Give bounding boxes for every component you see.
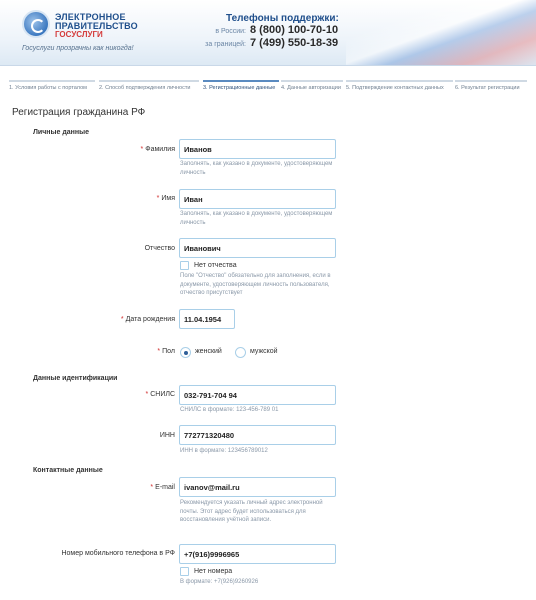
patronymic-hint: Поле "Отчество" обязательно для заполнения, если в документе, удостоверяющем личность пользователя, отчество присутствует [180, 273, 331, 296]
gender-female-radio[interactable] [180, 347, 191, 358]
name-input[interactable]: Иван [179, 189, 336, 209]
step-3: 3. Регистрационные данные [203, 80, 279, 94]
snils-hint: СНИЛС в формате: 123-456-789 01 [180, 407, 279, 413]
step-1: 1. Условия работы с порталом [9, 80, 95, 94]
required-mark: * [157, 348, 161, 355]
birthdate-input[interactable]: 11.04.1954 [179, 309, 235, 329]
section-contacts: Контактные данные [33, 467, 103, 474]
step-6: 6. Результат регистрации [455, 80, 527, 94]
flag-decoration [346, 0, 536, 66]
email-hint: Рекомендуется указать личный адрес электронной почты. Этот адрес будет использоваться для восстановления учётной записи. [180, 500, 323, 523]
name-label-text: Имя [161, 195, 175, 202]
phone-abroad-label: за границей: [205, 41, 246, 48]
step-2: 2. Способ подтверждения личности [99, 80, 199, 94]
logo-title-line1: ЭЛЕКТРОННОЕ [55, 12, 126, 22]
snils-label [0, 391, 175, 398]
email-input[interactable]: ivanov@mail.ru [179, 477, 336, 497]
phone-label: Номер мобильного телефона в РФ [61, 550, 175, 557]
birthdate-label-text: Дата рождения [125, 316, 175, 323]
logo-title-line2: ПРАВИТЕЛЬСТВО [55, 21, 138, 31]
name-hint: Заполнять, как указано в документе, удостоверяющем личность [180, 211, 333, 226]
gender-label-text: Пол [162, 348, 175, 355]
snils-input[interactable]: 032-791-704 94 [179, 385, 336, 405]
section-personal: Личные данные [33, 129, 89, 136]
inn-input[interactable]: 772771320480 [179, 425, 336, 445]
support-title: Телефоны поддержки: [226, 13, 339, 24]
required-mark: * [120, 316, 124, 323]
required-mark: * [150, 484, 154, 491]
slogan: Госуслуги прозрачны как никогда! [22, 45, 134, 52]
required-mark: * [145, 391, 149, 398]
birthdate-label [0, 316, 175, 323]
patronymic-label: Отчество [144, 245, 175, 252]
phone-russia-label: в России: [215, 28, 246, 35]
phone-input[interactable]: +7(916)9996965 [179, 544, 336, 564]
email-label-text: E-mail [155, 484, 175, 491]
patronymic-input[interactable]: Иванович [179, 238, 336, 258]
phone-abroad: 7 (499) 550-18-39 [250, 37, 339, 49]
step-4: 4. Данные авторизации [281, 80, 343, 94]
gender-female-label: женский [195, 348, 222, 355]
gender-male-radio[interactable] [235, 347, 246, 358]
surname-label [0, 146, 175, 153]
site-header [0, 0, 536, 66]
required-mark: * [140, 146, 144, 153]
gosuslugi-logo-icon[interactable] [22, 10, 50, 38]
registration-steps [9, 80, 527, 94]
required-mark: * [156, 195, 160, 202]
no-patronymic-label: Нет отчества [194, 262, 237, 269]
no-phone-label: Нет номера [194, 568, 233, 575]
logo-title-line3: ГОСУСЛУГИ [55, 30, 103, 39]
snils-label-text: СНИЛС [150, 391, 175, 398]
gender-label [0, 348, 175, 355]
section-identification: Данные идентификации [33, 375, 118, 382]
inn-label: ИНН [159, 432, 175, 439]
no-phone-checkbox[interactable] [180, 567, 189, 576]
no-patronymic-checkbox[interactable] [180, 261, 189, 270]
form-title: Регистрация гражданина РФ [12, 107, 146, 118]
surname-hint: Заполнять, как указано в документе, удостоверяющем личность [180, 161, 333, 176]
gender-male-label: мужской [250, 348, 278, 355]
name-label [0, 195, 175, 202]
email-label [0, 484, 175, 491]
phone-russia: 8 (800) 100-70-10 [250, 24, 339, 36]
inn-hint: ИНН в формате: 123456789012 [180, 448, 268, 454]
phone-hint: В формате: +7(926)9260926 [180, 579, 259, 585]
surname-label-text: Фамилия [145, 146, 175, 153]
step-5: 5. Подтверждение контактных данных [346, 80, 453, 94]
surname-input[interactable]: Иванов [179, 139, 336, 159]
